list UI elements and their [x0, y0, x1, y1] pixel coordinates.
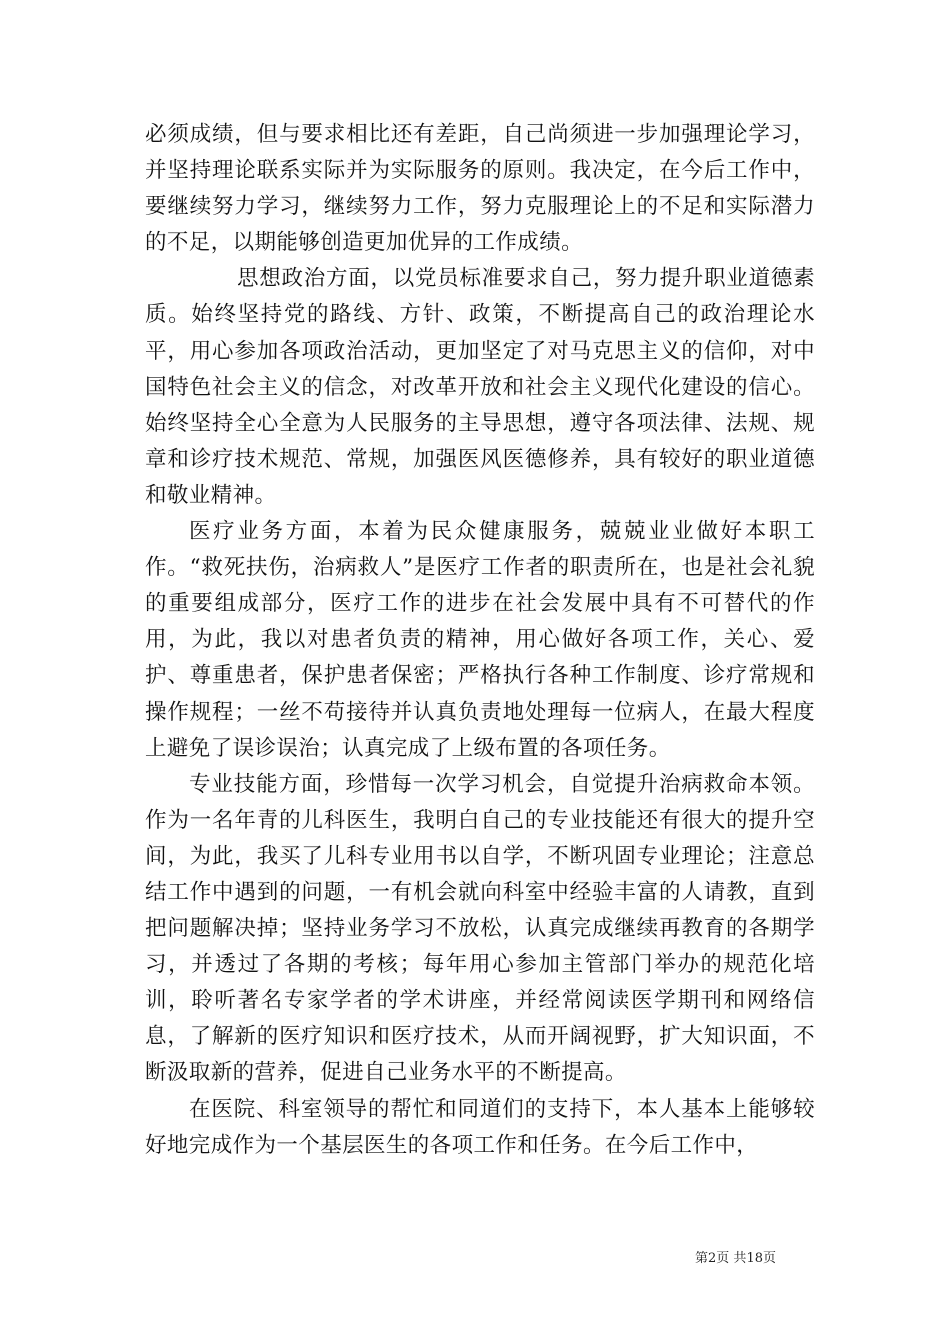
paragraph-continuation: 必须成绩，但与要求相比还有差距，自己尚须进一步加强理论学习，并坚持理论联系实际并为实际服务的原则。我决定，在今后工作中，要继续努力学习，继续努力工作，努力克服理论上的不足和实际潜力的不足，以期能够创造更加优异的工作成绩。	[145, 122, 815, 256]
page-footer	[695, 1247, 776, 1266]
total-pages-number: 18	[746, 1251, 763, 1266]
paragraph-political: 思想政治方面，以党员标准要求自己，努力提升职业道德素质。始终坚持党的路线、方针、政策，不断提高自己的政治理论水平，用心参加各项政治活动，更加坚定了对马克思主义的信仰，对中国特色社会主义的信念，对改革开放和社会主义现代化建设的信心。始终坚持全心全意为人民服务的主导思想，遵守各项法律、法规、规章和诊疗技术规范、常规，加强医风医德修养，具有较好的职业道德和敬业精神。	[145, 266, 815, 508]
paragraph-medical-work: 医疗业务方面，本着为民众健康服务，兢兢业业做好本职工作。“救死扶伤，治病救人”是医疗工作者的职责所在，也是社会礼貌的重要组成部分，医疗工作的进步在社会发展中具有不可替代的作用，为此，我以对患者负责的精神，用心做好各项工作，关心、爱护、尊重患者，保护患者保密；严格执行各种工作制度、诊疗常规和操作规程；一丝不苟接待并认真负责地处理每一位病人，在最大程度上避免了误诊误治；认真完成了上级布置的各项任务。	[145, 519, 815, 761]
paragraph-conclusion: 在医院、科室领导的帮忙和同道们的支持下，本人基本上能够较好地完成作为一个基层医生的各项工作和任务。在今后工作中，	[145, 1096, 815, 1158]
footer-prefix: 第	[695, 1251, 709, 1266]
footer-middle: 页 共	[716, 1251, 747, 1266]
document-body	[145, 117, 815, 1164]
footer-suffix: 页	[762, 1251, 776, 1266]
current-page-number: 2	[708, 1251, 717, 1266]
paragraph-professional-skills: 专业技能方面，珍惜每一次学习机会，自觉提升治病救命本领。作为一名年青的儿科医生，我明白自己的专业技能还有很大的提升空间，为此，我买了儿科专业用书以自学，不断巩固专业理论；注意总结工作中遇到的问题，一有机会就向科室中经验丰富的人请教，直到把问题解决掉；坚持业务学习不放松，认真完成继续再教育的各期学习，并透过了各期的考核；每年用心参加主管部门举办的规范化培训，聆听著名专家学者的学术讲座，并经常阅读医学期刊和网络信息，了解新的医疗知识和医疗技术，从而开阔视野，扩大知识面，不断汲取新的营养，促进自己业务水平的不断提高。	[145, 771, 815, 1086]
